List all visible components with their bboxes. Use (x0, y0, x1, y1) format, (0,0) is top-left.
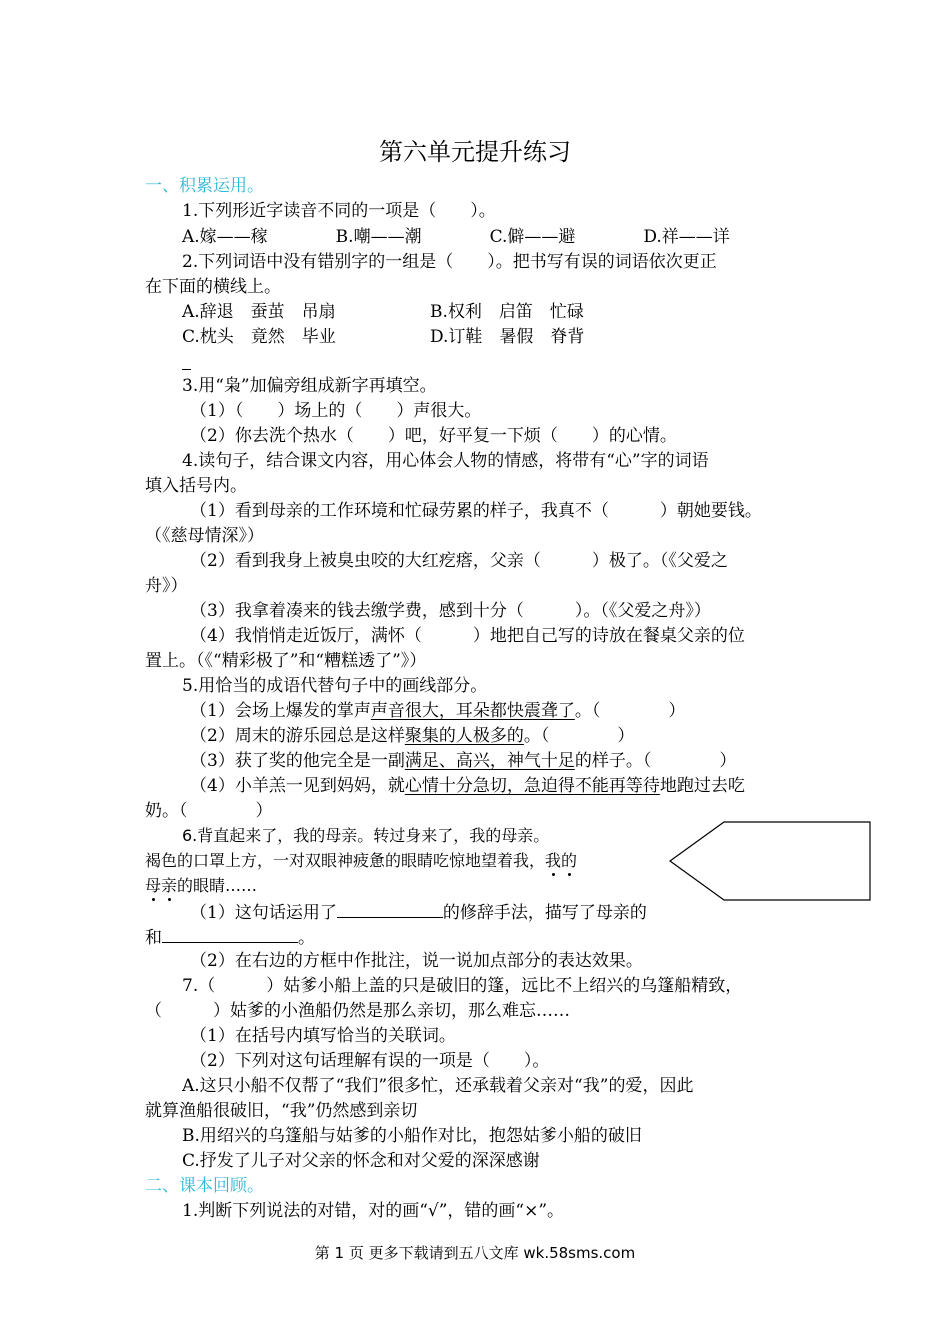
q5-item-1 (190, 701, 685, 721)
q6-sub-1-cont (145, 926, 315, 948)
annotation-box[interactable] (668, 820, 874, 902)
q6-dotted-text-1 (545, 851, 577, 870)
q6-passage-line1: 6.背直起来了，我的母亲。转过身来了，我的母亲。 (182, 826, 550, 845)
q5-item-4 (190, 776, 745, 796)
q4-item-1-source: （《慈母情深》） (145, 526, 264, 546)
q6-passage-line3-text: 的眼睛…… (177, 876, 258, 895)
q4-item-2: （2）看到我身上被臭虫咬的大红疙瘩，父亲（ ）极了。（《父爱之 (190, 551, 728, 571)
q4-item-2-cont: 舟》） (145, 576, 188, 596)
q5-item-3-pre: （3）获了奖的他完全是一副 (190, 751, 405, 771)
q6-dotted-text-2 (145, 876, 177, 895)
q2-stem-line2: 在下面的横线上。 (145, 277, 281, 297)
page-footer: 第 1 页 更多下载请到五八文库 wk.58sms.com (314, 1244, 636, 1262)
q5-item-3 (190, 751, 736, 771)
q5-item-4-post: 地跑过去吃 (659, 776, 745, 796)
emphasis-char: 的 (561, 851, 578, 870)
q5-item-4-pre: （4）小羊羔一见到妈妈，就 (190, 776, 405, 796)
q3-stem: 3.用“枭”加偏旁组成新字再填空。 (182, 376, 437, 396)
emphasis-char: 母 (145, 876, 162, 895)
q6-sub-1b-pre: 和 (145, 928, 162, 948)
section-heading-2: 二、课本回顾。 (145, 1176, 264, 1196)
q3-line-2: （2）你去洗个热水（ ）吧，好平复一下烦（ ）的心情。 (190, 426, 677, 446)
q7-option-c: C.抒发了儿子对父亲的怀念和对父爱的深深感谢 (182, 1151, 540, 1171)
annotation-box-outline (670, 822, 870, 900)
q2-stem-line1: 2.下列词语中没有错别字的一组是（ ）。把书写有误的词语依次更正 (182, 252, 717, 272)
q6-passage-line3 (145, 876, 257, 896)
q5-item-2-post: 。（ ） (523, 726, 635, 746)
q6-dotted-phrase-1 (545, 851, 577, 870)
section-heading-1: 一、积累运用。 (145, 176, 264, 196)
q5-stem: 5.用恰当的成语代替句子中的画线部分。 (182, 676, 488, 696)
q1-options: A.嫁——稼 B.嘲——潮 C.僻——避 D.祥——详 (182, 227, 730, 247)
q7-passage-line2: （ ）姑爹的小渔船仍然是那么亲切，那么难忘…… (145, 1001, 570, 1021)
q5-item-2-pre: （2）周末的游乐园总是这样 (190, 726, 405, 746)
q7-option-a-cont: 就算渔船很破旧，“我”仍然感到亲切 (145, 1101, 418, 1121)
q1-stem: 1.下列形近字读音不同的一项是（ ）。 (182, 201, 496, 221)
q3-line-1: （1）（ ）场上的（ ）声很大。 (190, 401, 482, 421)
q4-item-3: （3）我拿着凑来的钱去缴学费，感到十分（ ）。（《父爱之舟》） (190, 601, 711, 621)
q6-sub-2: （2）在右边的方框中作批注，说一说加点部分的表达效果。 (190, 951, 643, 971)
q5-item-1-underlined: 声音很大，耳朵都快震聋了 (370, 701, 575, 721)
q7-passage-line1: 7.（ ）姑爹小船上盖的只是破旧的篷，远比不上绍兴的乌篷船精致， (182, 976, 743, 996)
q2-option-c: C.枕头 竟然 毕业 (182, 327, 336, 347)
q2-option-d: D.订鞋 暑假 脊背 (430, 327, 585, 347)
q4-item-1: （1）看到母亲的工作环境和忙碌劳累的样子，我真不（ ）朝她要钱。 (190, 501, 762, 521)
q2-answer-line[interactable] (182, 369, 191, 370)
q5-item-3-post: 的样子。（ ） (574, 751, 737, 771)
q5-item-1-pre: （1）会场上爆发的掌声 (190, 701, 371, 721)
q6-blank-2[interactable] (162, 926, 298, 943)
q4-item-4: （4）我悄悄走近饭厅，满怀（ ）地把自己写的诗放在餐桌父亲的位 (190, 626, 745, 646)
q5-item-4-cont: 奶。（ ） (145, 801, 273, 821)
r1-stem: 1.判断下列说法的对错，对的画“√”，错的画“×”。 (182, 1201, 565, 1221)
emphasis-char: 我 (545, 851, 562, 870)
q6-sub-1 (190, 901, 647, 923)
q5-item-2 (190, 726, 634, 746)
q5-item-3-underlined: 满足、高兴，神气十足 (404, 751, 575, 771)
q4-stem-line1: 4.读句子，结合课文内容，用心体会人物的情感，将带有“心”字的词语 (182, 451, 709, 471)
q7-option-a: A.这只小船不仅帮了“我们”很多忙，还承载着父亲对“我”的爱，因此 (182, 1076, 694, 1096)
emphasis-char: 亲 (161, 876, 178, 895)
q6-blank-1[interactable] (337, 901, 443, 918)
q4-item-4-cont: 置上。（《“精彩极了”和“糟糕透了”》） (145, 651, 427, 671)
q6-sub-1b-post: 。 (298, 928, 315, 948)
q5-item-1-post: 。（ ） (574, 701, 686, 721)
q6-passage-line2-text: 褐色的口罩上方，一对双眼神疲惫的眼睛吃惊地望着我， (145, 851, 546, 870)
q6-sub-1-post: 的修辞手法，描写了母亲的 (442, 903, 647, 923)
q2-option-a: A.辞退 蚕茧 吊扇 (182, 302, 336, 322)
q7-sub-1: （1）在括号内填写恰当的关联词。 (190, 1026, 456, 1046)
q7-sub-2: （2）下列对这句话理解有误的一项是（ ）。 (190, 1051, 550, 1071)
q2-option-b: B.权利 启笛 忙碌 (430, 302, 584, 322)
q5-item-2-underlined: 聚集的人极多的 (404, 726, 524, 746)
q6-sub-1-pre: （1）这句话运用了 (190, 903, 337, 923)
q7-option-b: B.用绍兴的乌篷船与姑爹的小船作对比，抱怨姑爹小船的破旧 (182, 1126, 642, 1146)
q4-stem-line2: 填入括号内。 (145, 476, 247, 496)
q5-item-4-underlined: 心情十分急切，急迫得不能再等待 (404, 776, 660, 796)
q6-passage-line2 (145, 851, 577, 871)
page-title: 第六单元提升练习 (379, 138, 571, 166)
